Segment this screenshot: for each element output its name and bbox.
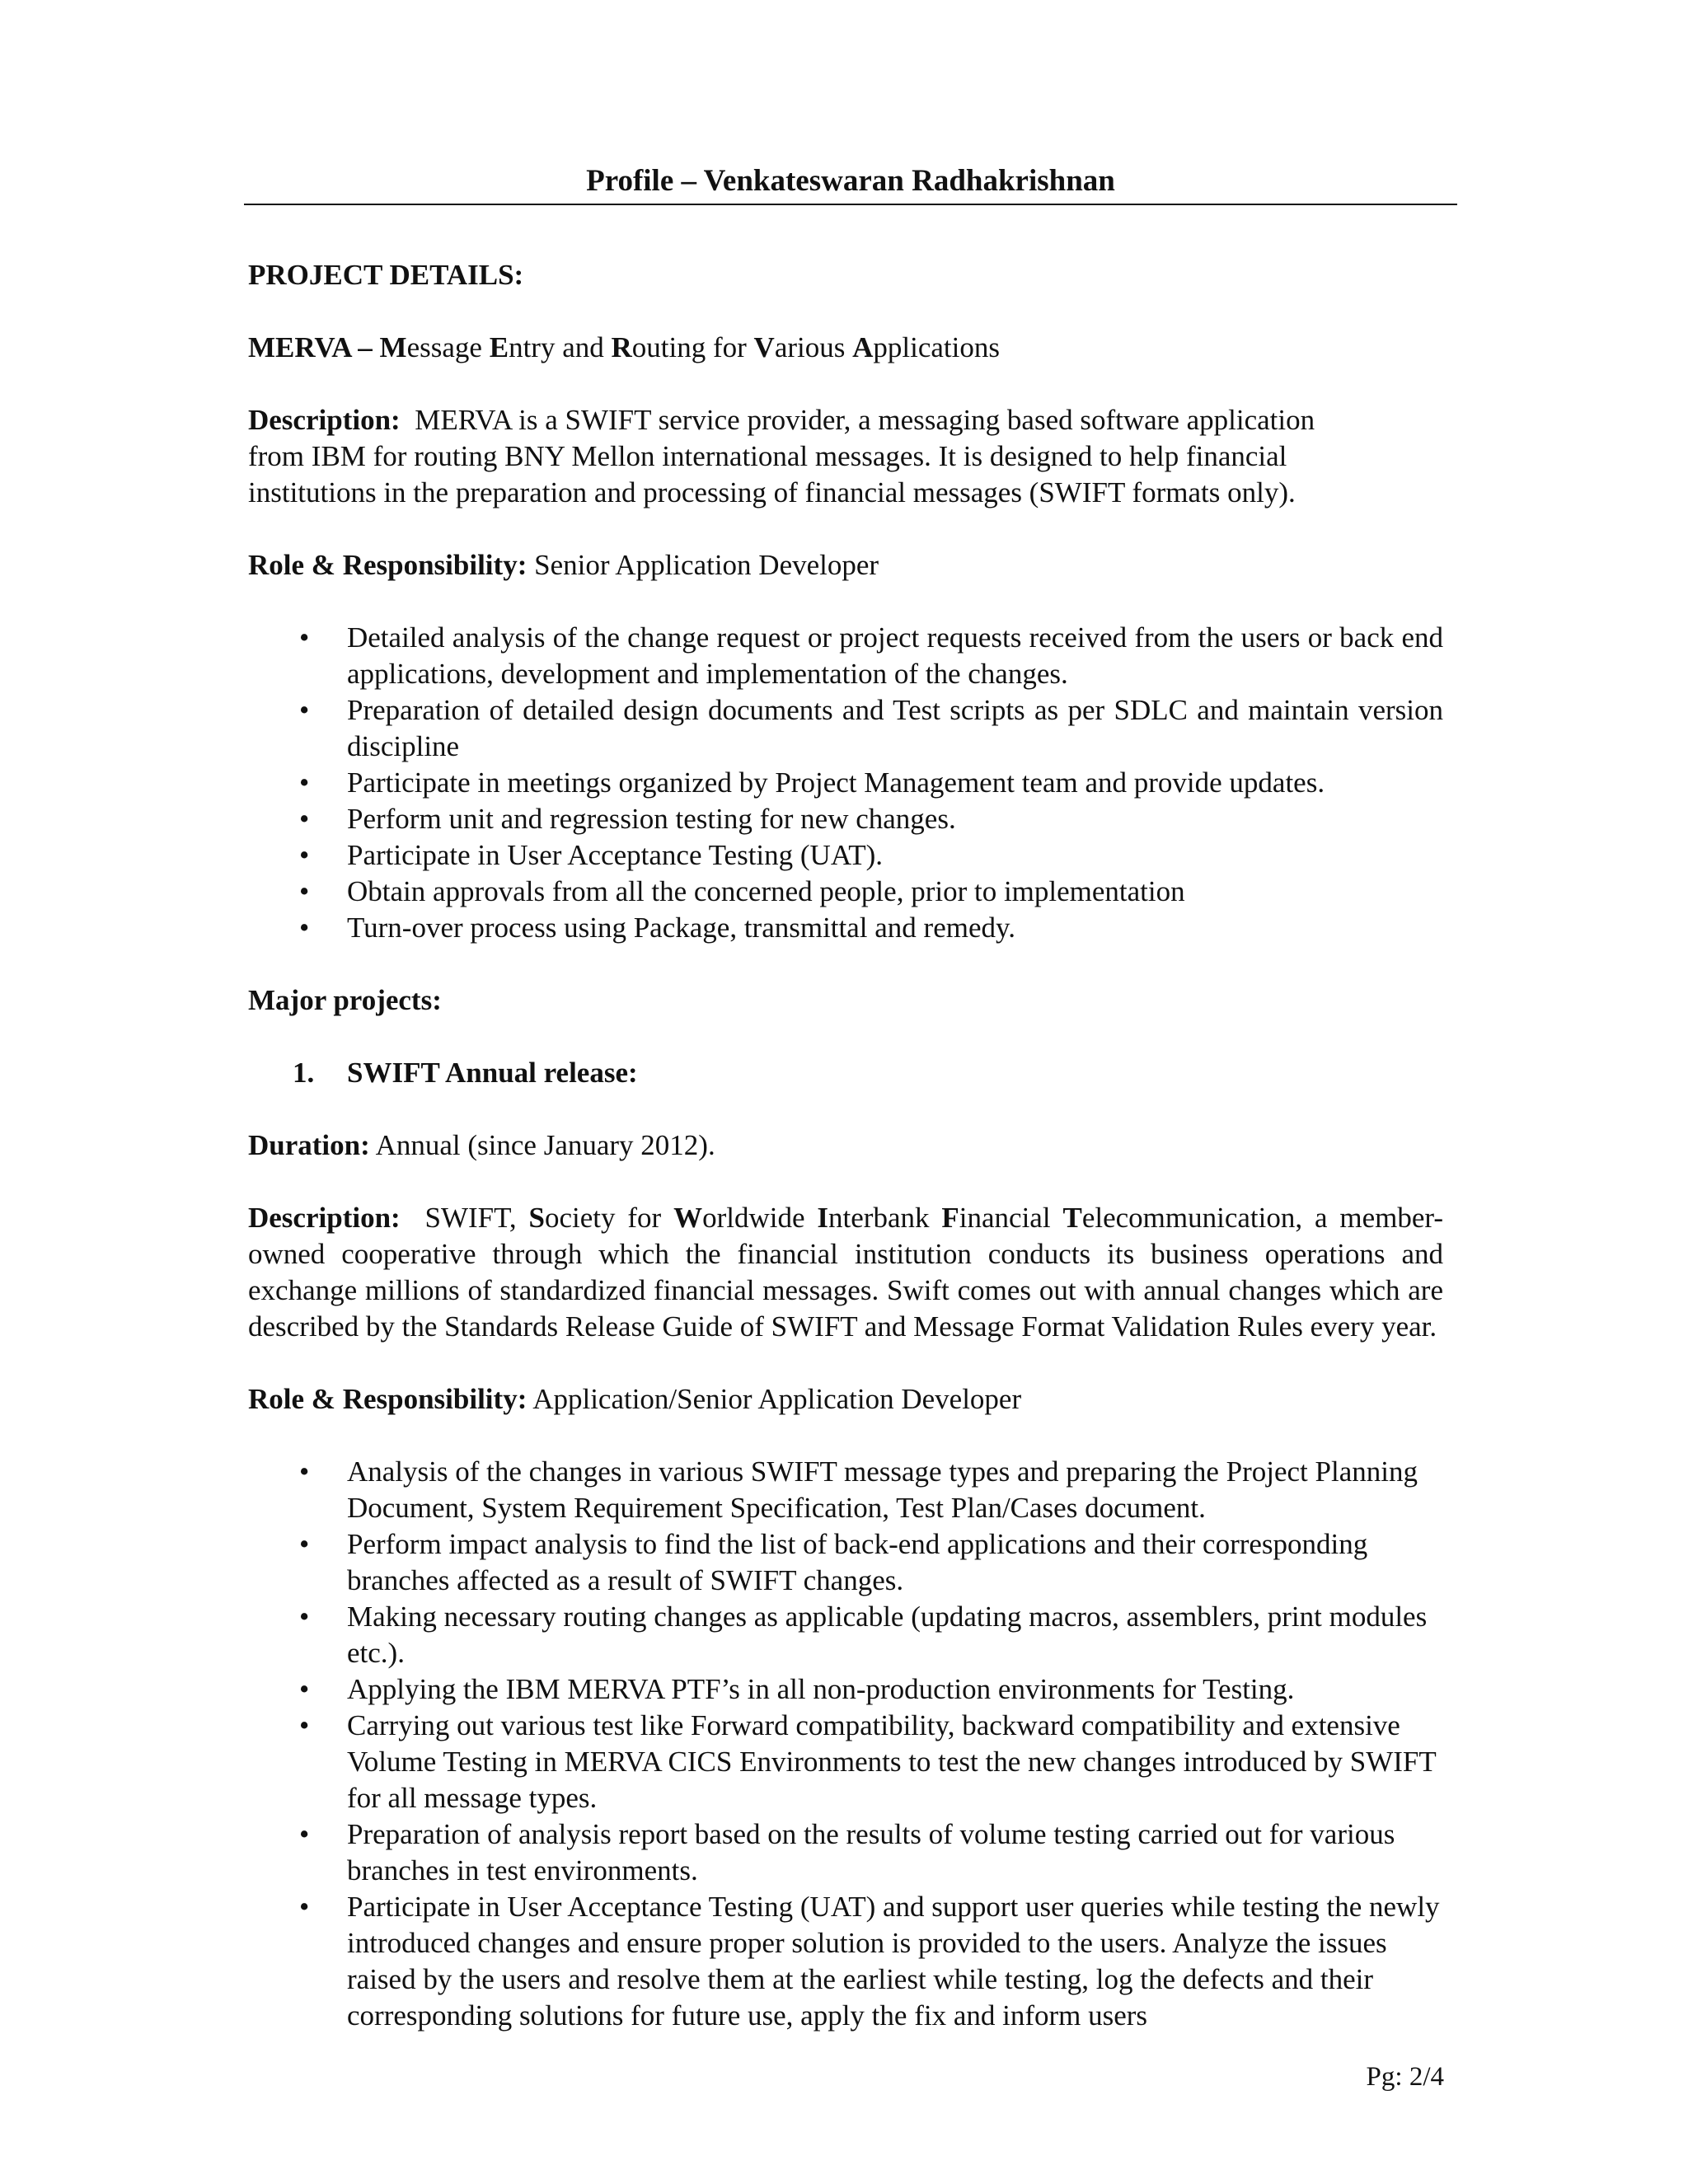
role-value: Senior Application Developer xyxy=(534,549,879,581)
responsibility-list-2 xyxy=(248,1454,1443,2034)
description-intro: SWIFT, xyxy=(424,1202,517,1234)
list-item xyxy=(248,874,1443,910)
list-item xyxy=(248,1889,1443,2034)
acronym-word: outing for xyxy=(631,331,754,363)
list-item xyxy=(248,801,1443,837)
list-item xyxy=(248,1671,1443,1708)
project-title-text: SWIFT Annual release: xyxy=(347,1057,638,1089)
bullet-icon: • xyxy=(299,803,310,835)
duration-value: Annual (since January 2012). xyxy=(375,1129,715,1161)
bullet-icon: • xyxy=(299,694,310,726)
page-title: Profile – Venkateswaran Radhakrishnan xyxy=(586,164,1115,198)
bullet-icon: • xyxy=(299,1455,310,1488)
list-item-text: Analysis of the changes in various SWIFT message types and preparing the Project Planning Document, System Requirement Specification, Test Plan/Cases document. xyxy=(347,1455,1418,1524)
description-line: MERVA is a SWIFT service provider, a messaging based software application xyxy=(415,404,1315,436)
project-details-heading: PROJECT DETAILS: xyxy=(248,259,524,291)
list-item xyxy=(248,910,1443,946)
project-title xyxy=(248,1055,1443,1091)
list-item xyxy=(248,1526,1443,1599)
bullet-icon: • xyxy=(299,1601,310,1633)
list-item xyxy=(248,837,1443,874)
bullet-icon: • xyxy=(299,1891,310,1923)
bullet-icon: • xyxy=(299,1709,310,1741)
acronym-letter: A xyxy=(852,331,874,363)
list-item xyxy=(248,1599,1443,1671)
list-item-text: Carrying out various test like Forward compatibility, backward compatibility and extensive Volume Testing in MERVA CICS Environments to test the new changes introduced by SWIFT for all message types. xyxy=(347,1709,1437,1814)
bullet-icon: • xyxy=(299,1673,310,1705)
page-number: Pg: 2/4 xyxy=(1366,2062,1444,2092)
acronym-letter: R xyxy=(611,331,632,363)
acronym-word: pplications xyxy=(873,331,1000,363)
list-item-text: Obtain approvals from all the concerned people, prior to implementation xyxy=(347,875,1185,907)
role-responsibility-2 xyxy=(248,1381,1443,1418)
responsibility-list-1 xyxy=(248,620,1443,946)
description-label: Description: xyxy=(248,1202,401,1234)
role-value: Application/Senior Application Developer xyxy=(532,1383,1022,1415)
acronym-word: ntry and xyxy=(509,331,612,363)
merva-expansion-line xyxy=(248,330,1443,366)
list-item xyxy=(248,692,1443,765)
list-item xyxy=(248,620,1443,692)
list-item-text: Applying the IBM MERVA PTF’s in all non-production environments for Testing. xyxy=(347,1673,1295,1705)
acronym-letter: T xyxy=(1062,1202,1082,1234)
list-item xyxy=(248,1454,1443,1526)
description-label: Description: xyxy=(248,404,401,436)
role-label: Role & Responsibility: xyxy=(248,1383,528,1415)
role-label: Role & Responsibility: xyxy=(248,549,528,581)
list-item-text: Turn-over process using Package, transmittal and remedy. xyxy=(347,912,1015,944)
role-responsibility-1 xyxy=(248,547,1443,583)
list-item xyxy=(248,1816,1443,1889)
acronym-letter: F xyxy=(941,1202,959,1234)
merva-acronym: MERVA – xyxy=(248,331,380,363)
merva-description xyxy=(248,402,1443,511)
acronym-word: elecommunication, xyxy=(1081,1202,1303,1234)
bullet-icon: • xyxy=(299,839,310,871)
list-item-text: Participate in User Acceptance Testing (UAT) and support user queries while testing the newly introduced changes and ensure proper solution is provided to the users. Analyze the issues raised by the users and resolve them at the earliest while testing, log the defects and their corresponding solutions for future use, apply the fix and inform users xyxy=(347,1891,1440,2032)
list-item-text: Participate in meetings organized by Project Management team and provide updates. xyxy=(347,766,1325,799)
acronym-word: inancial xyxy=(959,1202,1063,1234)
bullet-icon: • xyxy=(299,912,310,944)
list-item-text: Making necessary routing changes as applicable (updating macros, assemblers, print modules etc.). xyxy=(347,1601,1428,1669)
bullet-icon: • xyxy=(299,1528,310,1560)
acronym-letter: I xyxy=(817,1202,829,1234)
list-item-text: Participate in User Acceptance Testing (UAT). xyxy=(347,839,884,871)
acronym-word: ociety for xyxy=(545,1202,674,1234)
acronym-letter: M xyxy=(379,331,407,363)
bullet-icon: • xyxy=(299,875,310,907)
bullet-icon: • xyxy=(299,621,310,654)
acronym-word: orldwide xyxy=(702,1202,818,1234)
swift-description xyxy=(248,1200,1443,1345)
acronym-word: nterbank xyxy=(828,1202,942,1234)
duration-label: Duration: xyxy=(248,1129,370,1161)
acronym-letter: S xyxy=(528,1202,545,1234)
acronym-word: arious xyxy=(774,331,853,363)
description-line: institutions in the preparation and processing of financial messages (SWIFT formats only). xyxy=(248,476,1296,509)
major-projects-heading: Major projects: xyxy=(248,984,442,1016)
bullet-icon: • xyxy=(299,1818,310,1850)
list-item xyxy=(248,765,1443,801)
list-item-text: Perform unit and regression testing for new changes. xyxy=(347,803,956,835)
bullet-icon: • xyxy=(299,766,310,799)
list-item xyxy=(248,1708,1443,1816)
description-text: a member-owned cooperative through which the financial institution conducts its business operations and exchange millions of standardized financial messages. Swift comes out with annual changes which are described by the Standards Release Guide of SWIFT and Message Format Validation Rules every year. xyxy=(248,1202,1444,1343)
acronym-word: essage xyxy=(406,331,490,363)
document-body xyxy=(248,223,1443,2034)
acronym-letter: W xyxy=(673,1202,703,1234)
list-item-text: Preparation of detailed design documents and Test scripts as per SDLC and maintain version discipline xyxy=(347,694,1443,762)
acronym-letter: V xyxy=(753,331,775,363)
list-item-text: Preparation of analysis report based on the results of volume testing carried out for various branches in test environments. xyxy=(347,1818,1395,1886)
duration-line xyxy=(248,1127,1443,1164)
header-divider xyxy=(244,204,1457,205)
description-line: from IBM for routing BNY Mellon international messages. It is designed to help financial xyxy=(248,440,1287,472)
list-item-text: Perform impact analysis to find the list of back-end applications and their corresponding branches affected as a result of SWIFT changes. xyxy=(347,1528,1368,1596)
acronym-letter: E xyxy=(489,331,509,363)
list-item-text: Detailed analysis of the change request or project requests received from the users or back end applications, development and implementation of the changes. xyxy=(347,621,1443,690)
project-number: 1. xyxy=(293,1057,315,1089)
